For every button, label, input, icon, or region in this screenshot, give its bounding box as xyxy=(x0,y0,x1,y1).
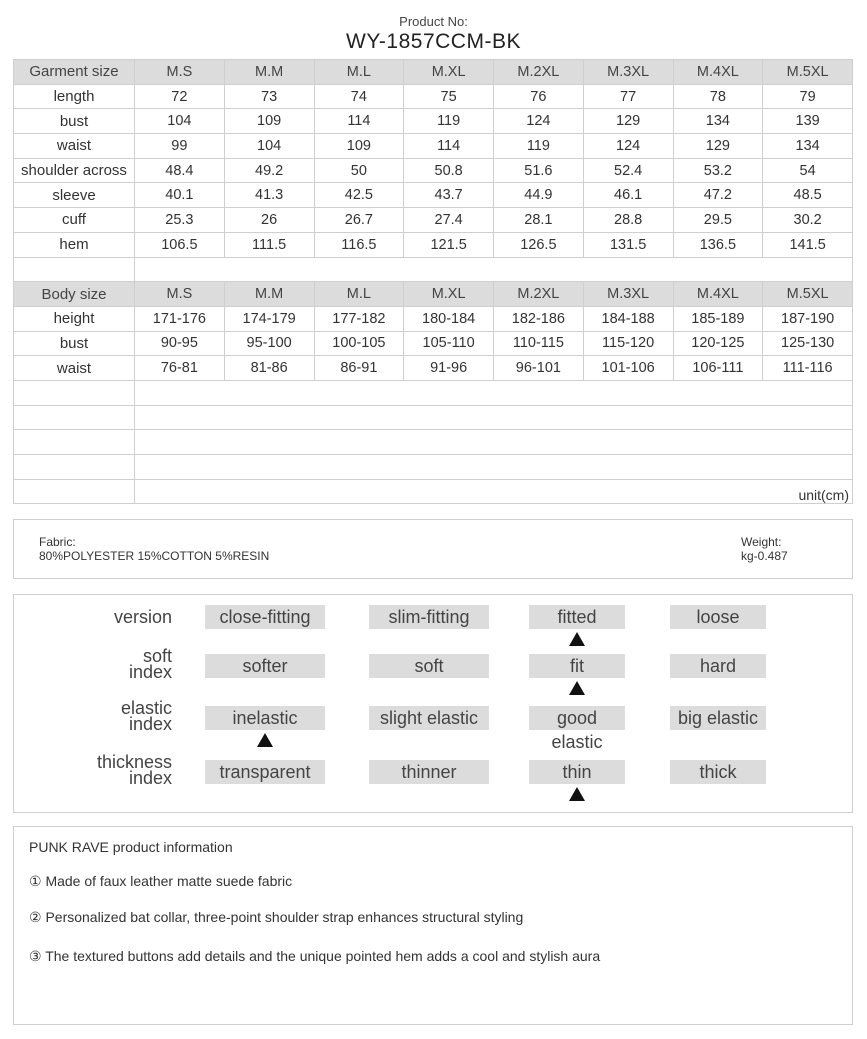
size-header-cell: M.4XL xyxy=(673,282,763,307)
table-row xyxy=(14,380,853,405)
size-value: 126.5 xyxy=(494,232,584,257)
weight-label: Weight: xyxy=(741,535,782,549)
size-value: 76-81 xyxy=(135,356,225,381)
empty-cell xyxy=(135,405,853,430)
row-label: length xyxy=(14,84,135,109)
size-value: 86-91 xyxy=(314,356,404,381)
table-row xyxy=(14,208,853,233)
table-row xyxy=(14,306,853,331)
product-info-panel xyxy=(13,826,853,1025)
size-header-cell: M.L xyxy=(314,60,404,85)
size-value: 185-189 xyxy=(673,306,763,331)
table-row xyxy=(14,430,853,455)
size-value: 74 xyxy=(314,84,404,109)
empty-cell xyxy=(135,257,853,282)
size-value: 51.6 xyxy=(494,158,584,183)
size-value: 30.2 xyxy=(763,208,853,233)
size-header-cell: M.2XL xyxy=(494,282,584,307)
table-row xyxy=(14,109,853,134)
row-label: bust xyxy=(14,109,135,134)
property-option: thick xyxy=(670,760,766,784)
size-value: 171-176 xyxy=(135,306,225,331)
table-row xyxy=(14,282,853,307)
table-row xyxy=(14,158,853,183)
size-value: 41.3 xyxy=(224,183,314,208)
size-value: 48.4 xyxy=(135,158,225,183)
size-header-cell: M.M xyxy=(224,282,314,307)
size-value: 25.3 xyxy=(135,208,225,233)
size-value: 131.5 xyxy=(583,232,673,257)
property-option: fitted xyxy=(529,605,625,629)
size-value: 100-105 xyxy=(314,331,404,356)
size-value: 116.5 xyxy=(314,232,404,257)
size-value: 106.5 xyxy=(135,232,225,257)
property-option: close-fitting xyxy=(205,605,325,629)
size-header-cell: M.5XL xyxy=(763,282,853,307)
row-label: hem xyxy=(14,232,135,257)
size-header-cell: M.3XL xyxy=(583,282,673,307)
property-option: softer xyxy=(205,654,325,678)
size-header-cell: M.M xyxy=(224,60,314,85)
row-label: shoulder across xyxy=(14,158,135,183)
size-value: 184-188 xyxy=(583,306,673,331)
size-value: 79 xyxy=(763,84,853,109)
properties-panel xyxy=(13,594,853,813)
size-value: 99 xyxy=(135,134,225,159)
size-value: 141.5 xyxy=(763,232,853,257)
size-value: 101-106 xyxy=(583,356,673,381)
size-value: 134 xyxy=(673,109,763,134)
property-option: big elastic xyxy=(670,706,766,730)
empty-cell xyxy=(135,455,853,480)
size-value: 50.8 xyxy=(404,158,494,183)
table-row xyxy=(14,455,853,480)
size-header-cell: M.2XL xyxy=(494,60,584,85)
unit-label: unit(cm) xyxy=(135,479,853,504)
fabric-label: Fabric: xyxy=(39,535,76,549)
size-value: 105-110 xyxy=(404,331,494,356)
size-value: 124 xyxy=(583,134,673,159)
size-value: 119 xyxy=(494,134,584,159)
size-value: 111-116 xyxy=(763,356,853,381)
table-row xyxy=(14,356,853,381)
table-row xyxy=(14,134,853,159)
size-value: 53.2 xyxy=(673,158,763,183)
weight-value: kg-0.487 xyxy=(741,549,788,563)
size-value: 134 xyxy=(763,134,853,159)
size-value: 76 xyxy=(494,84,584,109)
product-no-label: Product No: xyxy=(399,14,468,29)
property-option: thinner xyxy=(369,760,489,784)
table-row xyxy=(14,232,853,257)
property-option: loose xyxy=(670,605,766,629)
fabric-panel xyxy=(13,519,853,579)
size-value: 136.5 xyxy=(673,232,763,257)
selected-indicator-icon xyxy=(569,681,585,695)
empty-cell xyxy=(14,405,135,430)
size-value: 28.1 xyxy=(494,208,584,233)
table-row xyxy=(14,183,853,208)
size-value: 177-182 xyxy=(314,306,404,331)
size-value: 120-125 xyxy=(673,331,763,356)
table-row xyxy=(14,331,853,356)
size-value: 26.7 xyxy=(314,208,404,233)
fabric-composition: 80%POLYESTER 15%COTTON 5%RESIN xyxy=(39,549,270,563)
property-option: good elastic xyxy=(529,706,625,730)
body-size-header: Body size xyxy=(14,282,135,307)
size-value: 109 xyxy=(314,134,404,159)
size-value: 75 xyxy=(404,84,494,109)
property-option: soft xyxy=(369,654,489,678)
size-value: 110-115 xyxy=(494,331,584,356)
size-value: 49.2 xyxy=(224,158,314,183)
garment-size-header: Garment size xyxy=(14,60,135,85)
size-value: 29.5 xyxy=(673,208,763,233)
size-header-cell: M.XL xyxy=(404,282,494,307)
size-value: 42.5 xyxy=(314,183,404,208)
table-row xyxy=(14,405,853,430)
size-header-cell: M.XL xyxy=(404,60,494,85)
table-row xyxy=(14,479,853,504)
info-title: PUNK RAVE product information xyxy=(29,839,233,855)
size-table xyxy=(13,59,853,504)
table-row xyxy=(14,257,853,282)
size-value: 119 xyxy=(404,109,494,134)
size-value: 78 xyxy=(673,84,763,109)
property-label: elastic index xyxy=(120,698,172,734)
property-option: inelastic xyxy=(205,706,325,730)
row-label: waist xyxy=(14,134,135,159)
size-value: 104 xyxy=(224,134,314,159)
size-value: 129 xyxy=(673,134,763,159)
table-row xyxy=(14,84,853,109)
size-value: 40.1 xyxy=(135,183,225,208)
property-option: hard xyxy=(670,654,766,678)
row-label: sleeve xyxy=(14,183,135,208)
property-option: transparent xyxy=(205,760,325,784)
size-value: 72 xyxy=(135,84,225,109)
row-label: bust xyxy=(14,331,135,356)
size-value: 28.8 xyxy=(583,208,673,233)
empty-cell xyxy=(14,430,135,455)
row-label: waist xyxy=(14,356,135,381)
property-label: version xyxy=(113,607,172,627)
size-value: 26 xyxy=(224,208,314,233)
property-option: fit xyxy=(529,654,625,678)
size-header-cell: M.3XL xyxy=(583,60,673,85)
size-value: 47.2 xyxy=(673,183,763,208)
size-value: 139 xyxy=(763,109,853,134)
size-value: 43.7 xyxy=(404,183,494,208)
size-header-cell: M.L xyxy=(314,282,404,307)
size-value: 27.4 xyxy=(404,208,494,233)
size-header-cell: M.S xyxy=(135,282,225,307)
size-header-cell: M.S xyxy=(135,60,225,85)
table-row xyxy=(14,60,853,85)
size-value: 114 xyxy=(314,109,404,134)
size-value: 91-96 xyxy=(404,356,494,381)
size-value: 95-100 xyxy=(224,331,314,356)
empty-cell xyxy=(14,479,135,504)
size-value: 114 xyxy=(404,134,494,159)
size-value: 129 xyxy=(583,109,673,134)
size-value: 182-186 xyxy=(494,306,584,331)
selected-indicator-icon xyxy=(257,733,273,747)
selected-indicator-icon xyxy=(569,632,585,646)
size-value: 48.5 xyxy=(763,183,853,208)
size-value: 73 xyxy=(224,84,314,109)
size-value: 52.4 xyxy=(583,158,673,183)
property-label: thickness index xyxy=(96,752,172,788)
size-value: 96-101 xyxy=(494,356,584,381)
info-line: ① Made of faux leather matte suede fabric xyxy=(29,873,293,889)
size-value: 115-120 xyxy=(583,331,673,356)
property-label: soft index xyxy=(128,646,172,682)
row-label: height xyxy=(14,306,135,331)
size-value: 90-95 xyxy=(135,331,225,356)
product-code: WY-1857CCM-BK xyxy=(346,30,521,53)
size-value: 121.5 xyxy=(404,232,494,257)
size-value: 50 xyxy=(314,158,404,183)
size-value: 109 xyxy=(224,109,314,134)
size-header-cell: M.5XL xyxy=(763,60,853,85)
size-value: 180-184 xyxy=(404,306,494,331)
size-value: 77 xyxy=(583,84,673,109)
size-value: 46.1 xyxy=(583,183,673,208)
row-label: cuff xyxy=(14,208,135,233)
size-value: 104 xyxy=(135,109,225,134)
size-value: 174-179 xyxy=(224,306,314,331)
size-value: 106-111 xyxy=(673,356,763,381)
info-line: ③ The textured buttons add details and the unique pointed hem adds a cool and stylish aura xyxy=(29,948,601,964)
size-value: 111.5 xyxy=(224,232,314,257)
info-line: ② Personalized bat collar, three-point shoulder strap enhances structural styling xyxy=(29,909,524,925)
empty-cell xyxy=(135,430,853,455)
empty-cell xyxy=(14,380,135,405)
size-header-cell: M.4XL xyxy=(673,60,763,85)
size-value: 124 xyxy=(494,109,584,134)
empty-cell xyxy=(14,257,135,282)
size-value: 187-190 xyxy=(763,306,853,331)
property-option: thin xyxy=(529,760,625,784)
property-option: slight elastic xyxy=(369,706,489,730)
empty-cell xyxy=(135,380,853,405)
property-option: slim-fitting xyxy=(369,605,489,629)
selected-indicator-icon xyxy=(569,787,585,801)
size-value: 125-130 xyxy=(763,331,853,356)
size-value: 81-86 xyxy=(224,356,314,381)
size-value: 54 xyxy=(763,158,853,183)
size-value: 44.9 xyxy=(494,183,584,208)
empty-cell xyxy=(14,455,135,480)
